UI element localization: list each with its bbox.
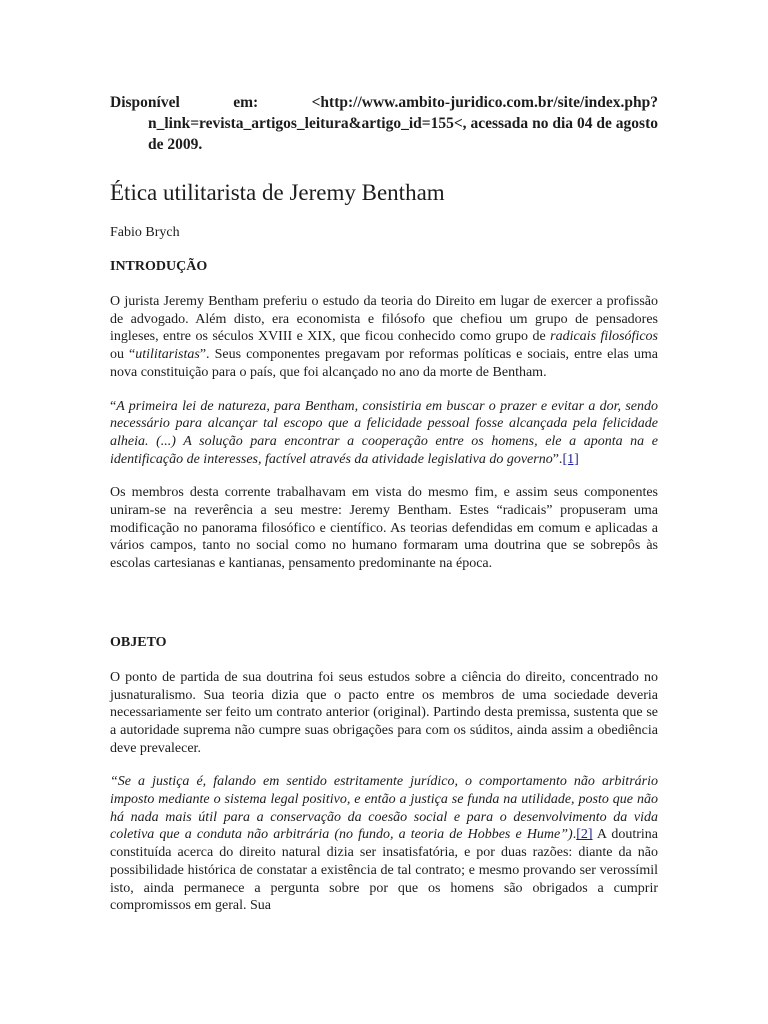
intro-quote-open: “ — [110, 398, 117, 414]
section-heading-introducao: INTRODUÇÃO — [110, 259, 208, 274]
objeto-paragraph-2-text: A doutrina constituída acerca do direito natural dizia ser insatisfatória, e por duas razões: diante da não possibilidade histórica de constatar a existência de tal contrato; e mesmo provando ser verossímil isto, ainda permanece a pergunta sobre por que os homens são obrigados a cumprir compromissos em geral. Sua — [110, 827, 658, 914]
intro-paragraph-1 — [110, 293, 658, 382]
objeto-paragraph-1: O ponto de partida de sua doutrina foi seus estudos sobre a ciência do direito, concentrado no jusnaturalismo. Sua teoria dizia que o pacto entre os membros de uma sociedade deveria necessariamente ser feito um contrato anterior (original). Partindo desta premissa, sustenta que se a autoridade suprema não cumpre suas obrigações para com os súditos, ainda assim a obediência deve prevalecer. — [110, 669, 658, 756]
section-spacer — [110, 573, 658, 619]
intro-emphasis-radicais: radicais filosóficos — [550, 329, 659, 345]
intro-paragraph-1-text-c: ”. Seus componentes pregavam por reformas políticas e sociais, entre elas uma nova constituição para o país, que foi alcançado no ano da morte de Bentham. — [110, 347, 658, 380]
intro-emphasis-utilitaristas: utilitaristas — [135, 347, 200, 363]
source-citation: Disponível em: <http://www.ambito-juridico.com.br/site/index.php?n_link=revista_artigos_leitura&artigo_id=155<, acessada no dia 04 de agosto de 2009. — [110, 94, 658, 153]
article-title: Ética utilitarista de Jeremy Bentham — [110, 180, 445, 205]
intro-quote-close: ”. — [552, 451, 563, 467]
intro-quote-paragraph — [110, 398, 658, 469]
article-author: Fabio Brych — [110, 225, 180, 240]
intro-quote-text: A primeira lei de natureza, para Bentham, consistiria em buscar o prazer e evitar a dor, sendo necessário para alcançar tal escopo que a felicidade pessoal fosse alcançada pela felicidade alheia. (...) A solução para encontrar a cooperação entre os homens, ele a aponta na e identificação de interesses, factível através da atividade legislativa do governo — [110, 398, 658, 467]
intro-paragraph-3: Os membros desta corrente trabalhavam em vista do mesmo fim, e assim seus componentes uniram-se na reverência a seu mestre: Jeremy Bentham. Estes “radicais” propuseram uma modificação no panorama filosófico e científico. As teorias defendidas em comum e aplicadas a vários campos, tanto no social como no humano formaram uma doutrina que se sobrepôs às escolas cartesianas e kantianas, pensamento predominante na época. — [110, 485, 658, 572]
intro-paragraph-1-text-b: ou “ — [110, 347, 136, 363]
objeto-quote-paragraph — [110, 773, 658, 915]
footnote-link-1[interactable]: [1] — [562, 451, 579, 467]
objeto-quote-dot: . — [572, 827, 577, 843]
objeto-quote-text: “Se a justiça é, falando em sentido estritamente jurídico, o comportamento não arbitrário imposto mediante o sistema legal positivo, e então a justiça se funda na utilidade, posto que não há nada mais útil para a conservação da coesão social e para o desenvolvimento da vida coletiva que a conduta não arbitrária (no fundo, a teoria de Hobbes e Hume”) — [110, 774, 658, 843]
document-page — [110, 92, 658, 915]
footnote-link-2[interactable]: [2] — [576, 827, 593, 843]
intro-paragraph-1-text-a: O jurista Jeremy Bentham preferiu o estudo da teoria do Direito em lugar de exercer a profissão de advogado. Além disto, era economista e filósofo que chefiou um grupo de pensadores ingleses, entre os séculos XVIII e XIX, que ficou conhecido como grupo de — [110, 294, 658, 345]
section-heading-objeto: OBJETO — [110, 634, 167, 650]
